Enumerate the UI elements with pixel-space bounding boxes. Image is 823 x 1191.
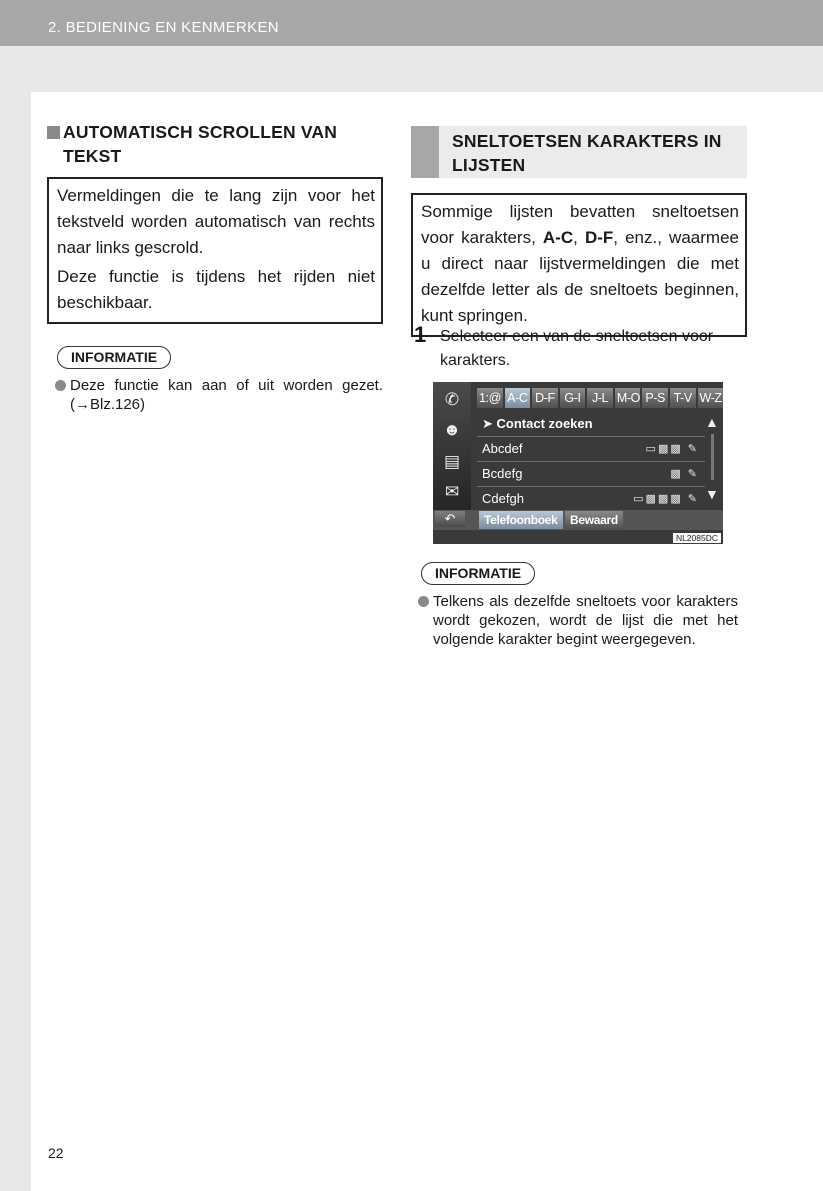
key-t-v[interactable]: T-V	[670, 388, 696, 408]
search-contact-row[interactable]: ➤ Contact zoeken	[477, 412, 705, 437]
key-w-z[interactable]: W-Z	[698, 388, 724, 408]
key-d-f[interactable]: D-F	[532, 388, 558, 408]
section-heading-shortcut-keys	[411, 126, 747, 178]
section-heading-text: AUTOMATISCH SCROLLEN VAN TEKST	[63, 122, 338, 166]
chapter-title: 2. BEDIENING EN KENMERKEN	[48, 19, 279, 36]
scroll-down-icon[interactable]: ▼	[705, 486, 719, 502]
section-heading-auto-scroll	[47, 120, 383, 168]
info-label: INFORMATIE	[57, 346, 171, 369]
info-label: INFORMATIE	[421, 562, 535, 585]
box-paragraph: Sommige lijsten bevatten sneltoetsen voor karakters, A-C, D-F, enz., waarmee u direct naar lijstvermeldingen die met dezelfde letter als de sneltoets beginnen, kunt springen.	[421, 202, 739, 325]
character-shortcut-bar	[477, 388, 723, 408]
step-text: Selecteer een van de sneltoetsen voor karakters.	[440, 328, 714, 369]
list-item[interactable]: Abcdef ▭▩▩ ✎	[477, 437, 705, 462]
list-item[interactable]: Bcdefg ▩ ✎	[477, 462, 705, 487]
contact-icon[interactable]: ☻	[443, 420, 461, 439]
key-p-s[interactable]: P-S	[642, 388, 668, 408]
step-1	[414, 322, 748, 373]
page-number: 22	[48, 1145, 64, 1161]
box-paragraph: Vermeldingen die te lang zijn voor het tekstveld worden automatisch van rechts naar links gescrold.	[57, 186, 375, 257]
key-m-o[interactable]: M-O	[615, 388, 641, 408]
tab-telefoonboek[interactable]: Telefoonboek	[479, 511, 563, 529]
info-text: Deze functie kan aan of uit worden gezet. (→Blz.126)	[70, 377, 383, 413]
scroll-up-icon[interactable]: ▲	[705, 414, 719, 430]
contact-list	[477, 412, 705, 512]
box-paragraph: Deze functie is tijdens het rijden niet beschikbaar.	[57, 267, 375, 312]
square-bullet-icon	[47, 126, 60, 139]
side-menu	[433, 382, 471, 510]
bullet-icon	[418, 596, 429, 607]
key-1-at[interactable]: 1:@	[477, 388, 503, 408]
info-text: Telkens als dezelfde sneltoets voor karakters wordt gekozen, wordt de lijst die met het volgende karakter begint weergegeven.	[433, 593, 738, 648]
back-icon[interactable]: ↶	[435, 511, 465, 527]
key-g-i[interactable]: G-I	[560, 388, 586, 408]
key-j-l[interactable]: J-L	[587, 388, 613, 408]
shortcut-text-box	[411, 193, 747, 337]
info-item	[418, 592, 738, 649]
left-column	[47, 120, 383, 414]
mail-icon[interactable]: ✉	[444, 482, 460, 501]
header-bar	[0, 0, 823, 46]
message-icon[interactable]: ▤	[443, 452, 461, 471]
tab-bewaard[interactable]: Bewaard	[565, 511, 623, 529]
scroll-track[interactable]	[711, 434, 714, 480]
step-number: 1	[414, 322, 427, 347]
figure-code: NL2085DC	[673, 533, 721, 543]
navigation-screen-figure	[433, 382, 723, 544]
bullet-icon	[55, 380, 66, 391]
auto-scroll-text-box	[47, 177, 383, 324]
key-a-c[interactable]: A-C	[505, 388, 531, 408]
list-item[interactable]: Cdefgh ▭▩▩▩ ✎	[477, 487, 705, 512]
section-heading-text: SNELTOETSEN KARAKTERS IN LIJSTEN	[452, 131, 722, 175]
info-item	[55, 376, 383, 414]
phone-icon[interactable]: ✆	[444, 390, 460, 409]
